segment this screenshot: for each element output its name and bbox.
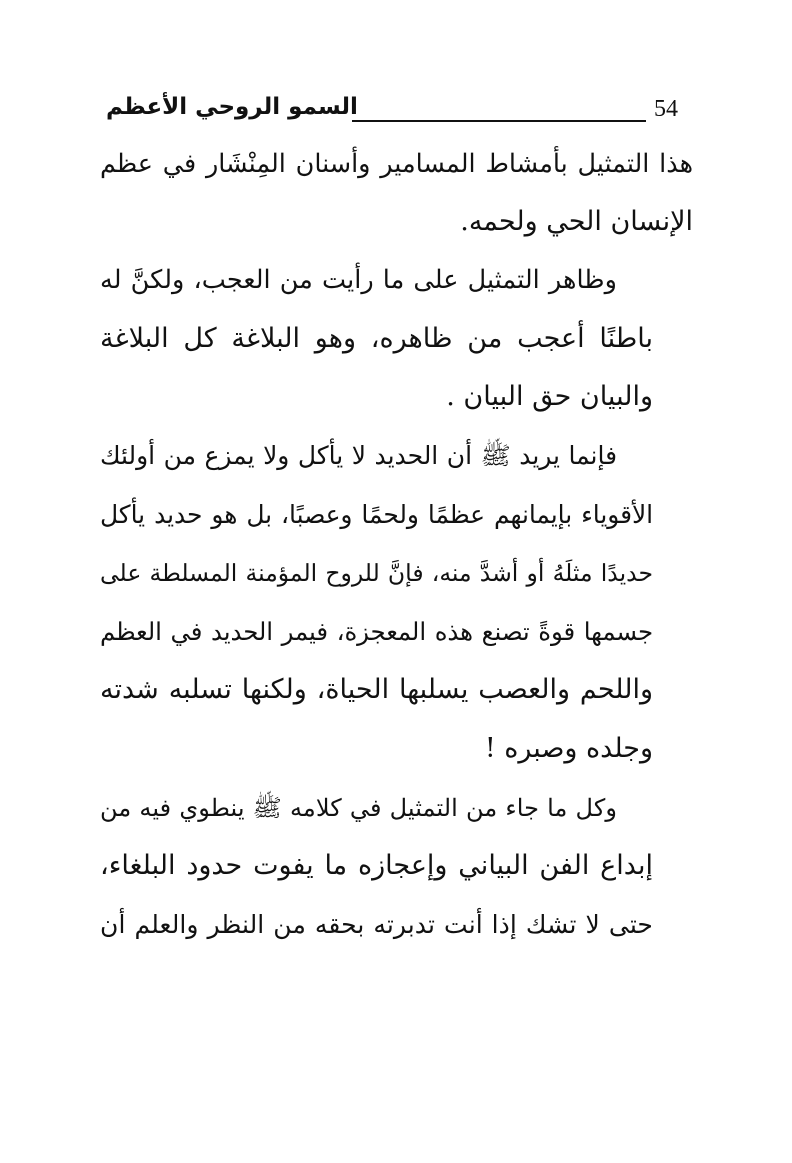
text-line: والبيان حق البيان .: [446, 381, 653, 413]
text-line: إبداع الفن البياني وإعجازه ما يفوت حدود البلغاء،: [100, 850, 653, 882]
running-title: السمو الروحي الأعظم: [106, 94, 358, 120]
text-line: الأقوياء بإيمانهم عظمًا ولحمًا وعصبًا، بل هو حديد يأكل: [100, 499, 653, 529]
text-line: جسمها قوةً تصنع هذه المعجزة، فيمر الحديد في العظم: [100, 616, 653, 646]
text-line: واللحم والعصب يسلبها الحياة، ولكنها تسلبه شدته: [100, 674, 653, 706]
text-line: وظاهر التمثيل على ما رأيت من العجب، ولكنَّ له: [100, 265, 617, 296]
paragraph-4: [100, 779, 693, 955]
text-line: وجلده وصبره !: [484, 732, 653, 764]
text-line: حتى لا تشك إذا أنت تدبرته بحقه من النظر والعلم أن: [100, 909, 653, 939]
text-line: حديدًا مثلَهُ أو أشدَّ منه، فإنَّ للروح المؤمنة المسلطة على: [100, 559, 653, 588]
page-number: 54: [654, 96, 678, 122]
text-line: فإنما يريد ﷺ أن الحديد لا يأكل ولا يمزع من أولئك: [100, 440, 617, 470]
running-header: [106, 94, 686, 128]
paragraph-1: [100, 134, 693, 251]
paragraph-2: [100, 251, 693, 427]
text-line: وكل ما جاء من التمثيل في كلامه ﷺ ينطوي فيه من: [100, 793, 617, 822]
paragraph-3: [100, 427, 693, 779]
body-text: [100, 134, 693, 954]
header-rule: [352, 120, 646, 122]
text-line: هذا التمثيل بأمشاط المسامير وأسنان المِنْشَار في عظم: [100, 148, 693, 178]
text-line: الإنسان الحي ولحمه.: [460, 205, 693, 237]
text-line: باطنًا أعجب من ظاهره، وهو البلاغة كل البلاغة: [100, 322, 653, 354]
